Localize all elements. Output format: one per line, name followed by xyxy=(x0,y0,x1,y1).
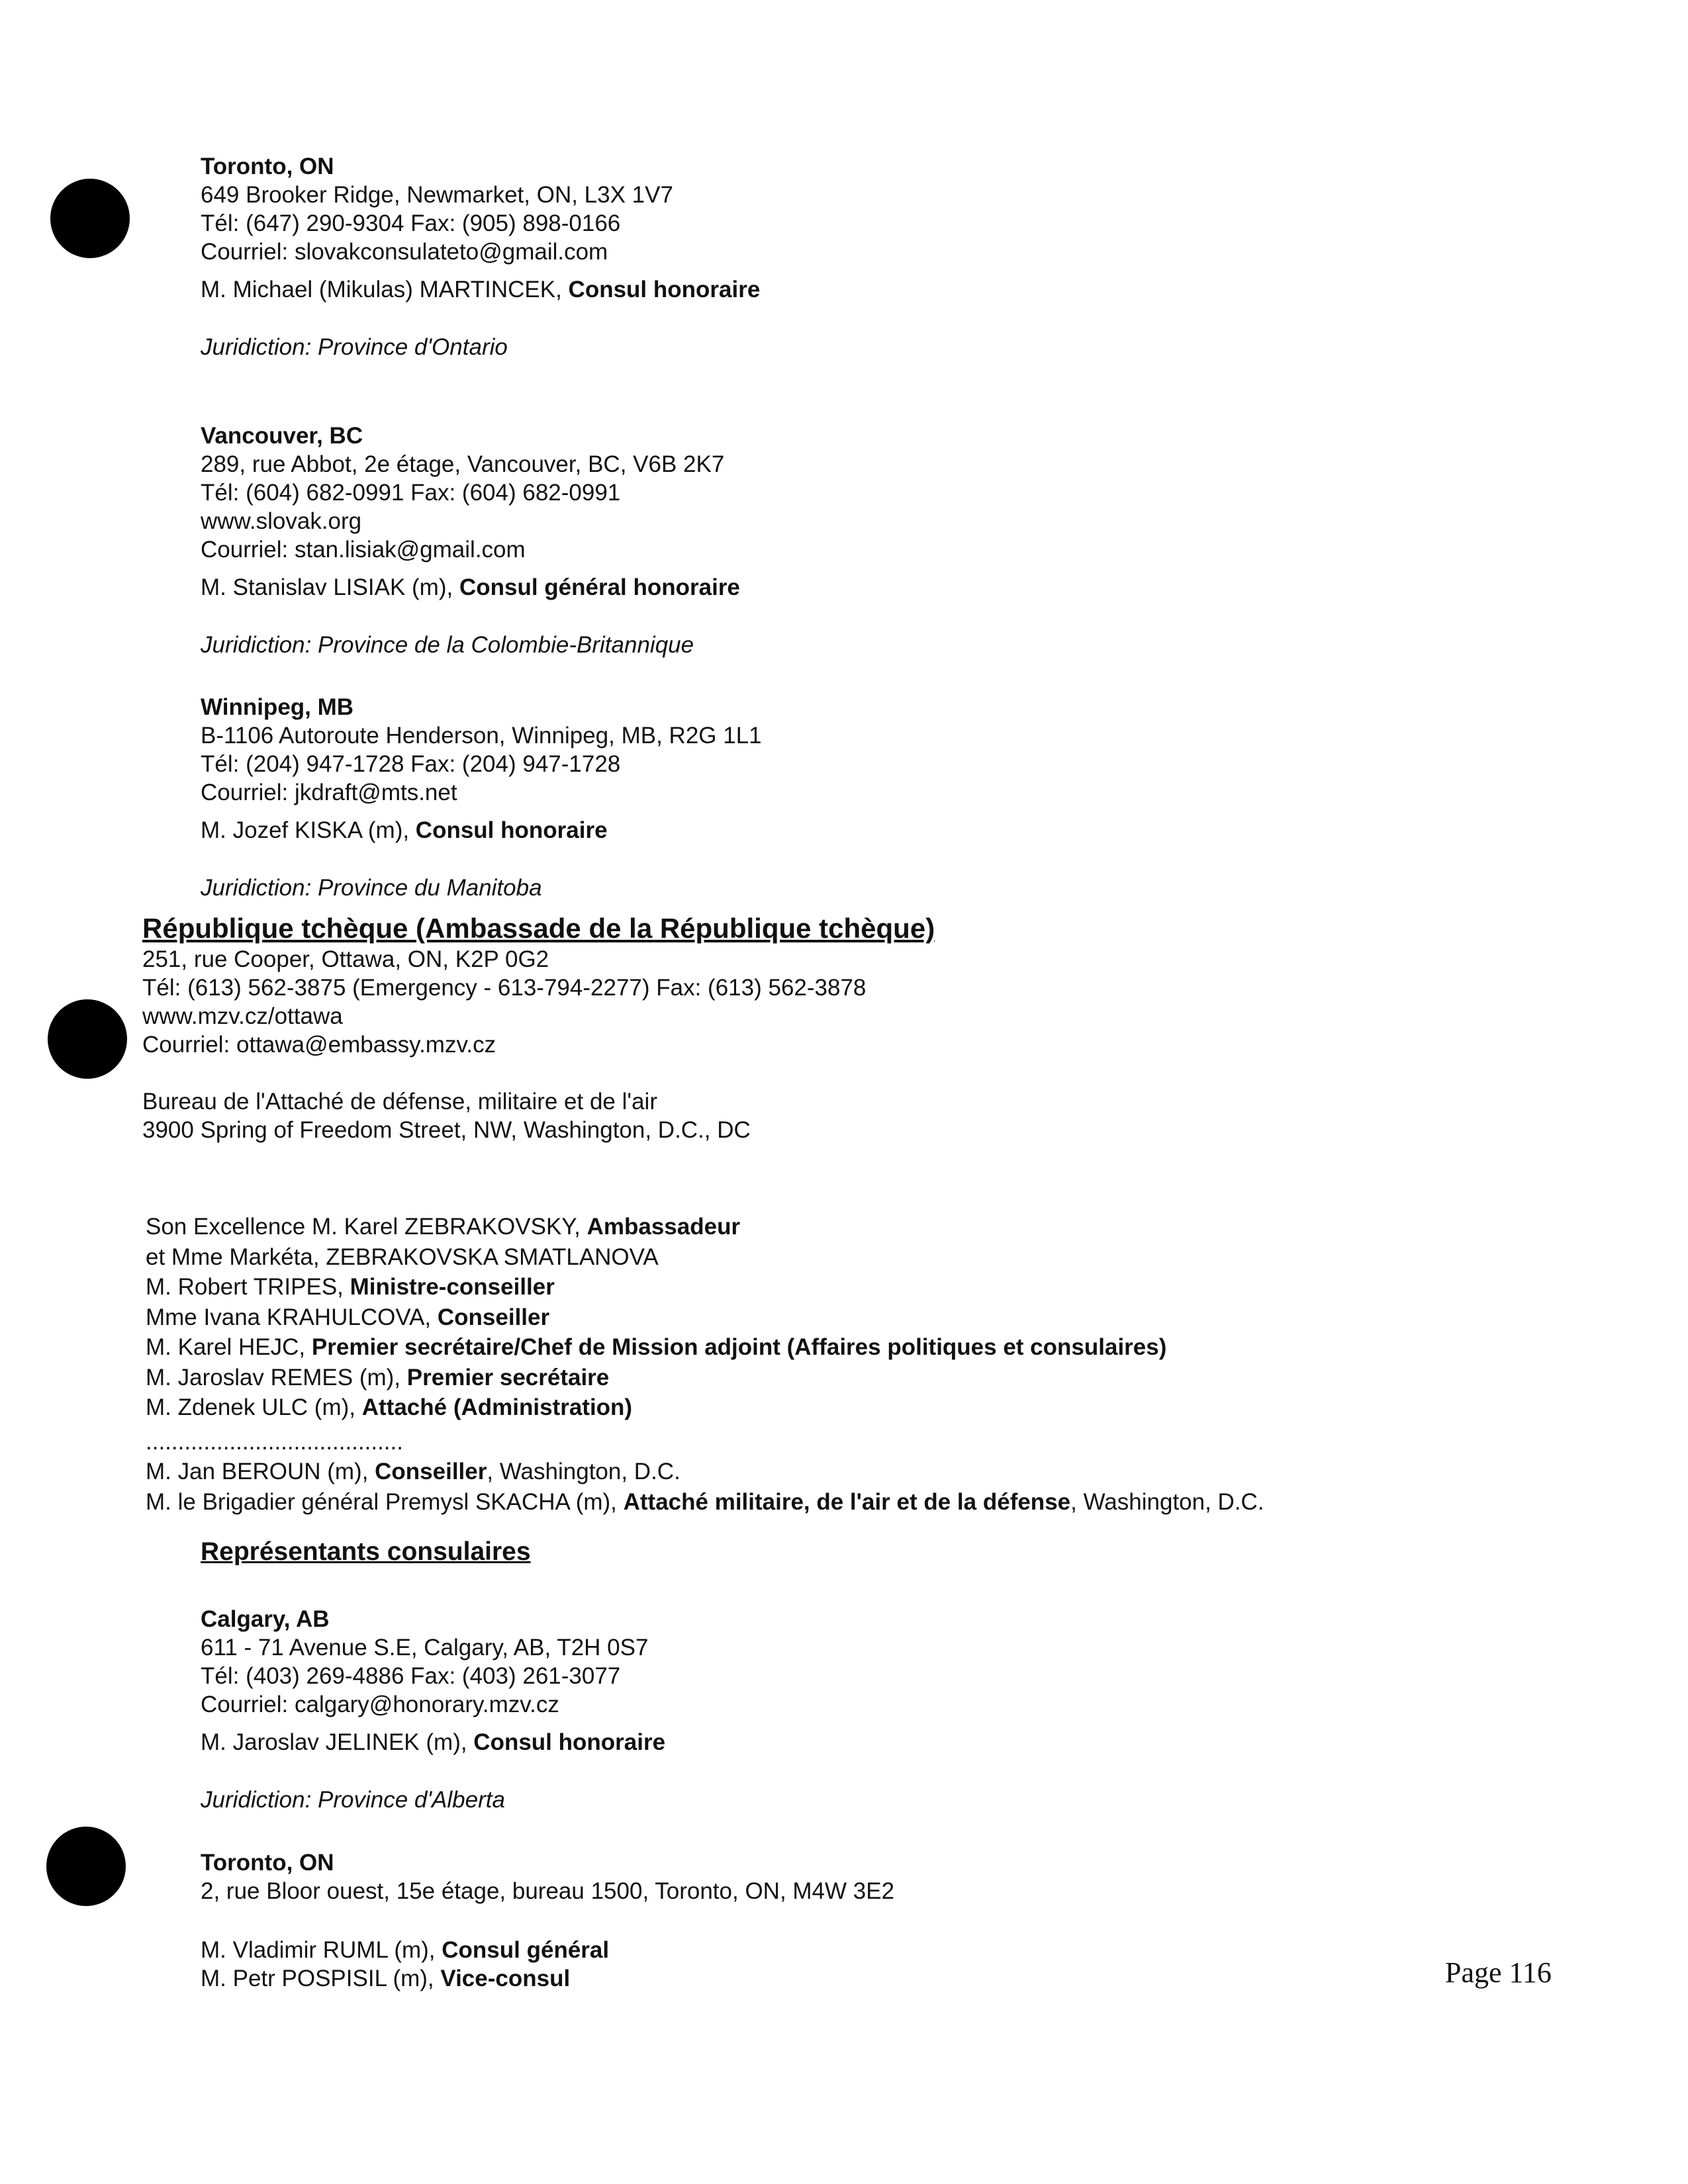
email: Courriel: calgary@honorary.mzv.cz xyxy=(201,1692,559,1717)
consul-person xyxy=(201,1936,894,1964)
separator-dots: ........................................ xyxy=(146,1428,403,1455)
staff-member xyxy=(146,1392,1264,1423)
address: 611 - 71 Avenue S.E, Calgary, AB, T2H 0S7 xyxy=(201,1635,649,1661)
staff-name: M. le Brigadier général Premysl SKACHA (m), xyxy=(146,1488,624,1515)
embassy-staff-list xyxy=(146,1212,1264,1517)
staff-washington xyxy=(146,1457,1264,1487)
address: 649 Brooker Ridge, Newmarket, ON, L3X 1V7 xyxy=(201,182,673,208)
consular-heading: Représentants consulaires xyxy=(201,1537,531,1566)
person-name: M. Petr POSPISIL (m), xyxy=(201,1966,441,1991)
staff-title: Conseiller xyxy=(375,1459,487,1484)
phone-fax: Tél: (604) 682-0991 Fax: (604) 682-0991 xyxy=(201,480,621,506)
punch-hole-middle xyxy=(48,999,127,1079)
person-name: M. Jaroslav JELINEK (m), xyxy=(201,1729,474,1755)
consul-entry-calgary xyxy=(201,1605,665,1814)
embassy-heading: République tchèque (Ambassade de la République tchèque) xyxy=(142,913,935,944)
jurisdiction: Juridiction: Province de la Colombie-Britannique xyxy=(201,632,694,658)
address: 2, rue Bloor ouest, 15e étage, bureau 1500, Toronto, ON, M4W 3E2 xyxy=(201,1878,895,1904)
staff-name: M. Jan BEROUN (m), xyxy=(146,1459,375,1484)
staff-member xyxy=(146,1332,1264,1363)
person-name: M. Michael (Mikulas) MARTINCEK, xyxy=(201,277,569,302)
city-heading: Winnipeg, MB xyxy=(201,694,354,720)
city-heading: Toronto, ON xyxy=(201,1850,334,1876)
consul-person xyxy=(201,573,740,602)
consul-person xyxy=(201,816,762,844)
consul-person xyxy=(201,1728,665,1756)
consul-entry-toronto-sk xyxy=(201,152,760,361)
staff-title: Ministre-conseiller xyxy=(350,1274,555,1300)
staff-member xyxy=(146,1363,1264,1393)
staff-name: M. Zdenek ULC (m), xyxy=(146,1394,362,1420)
page-number: Page 116 xyxy=(1445,1956,1552,1989)
website: www.mzv.cz/ottawa xyxy=(142,1003,343,1029)
jurisdiction: Juridiction: Province du Manitoba xyxy=(201,875,542,901)
consul-entry-toronto-cz xyxy=(201,1848,894,1993)
jurisdiction: Juridiction: Province d'Ontario xyxy=(201,334,508,360)
address: 251, rue Cooper, Ottawa, ON, K2P 0G2 xyxy=(142,946,549,972)
staff-title: Premier secrétaire/Chef de Mission adjoint (Affaires politiques et consulaires) xyxy=(311,1334,1167,1360)
website: www.slovak.org xyxy=(201,508,362,534)
staff-name: et Mme Markéta, ZEBRAKOVSKA SMATLANOVA xyxy=(146,1244,659,1270)
city-heading: Vancouver, BC xyxy=(201,423,363,449)
phone-fax: Tél: (403) 269-4886 Fax: (403) 261-3077 xyxy=(201,1663,621,1689)
defense-office: Bureau de l'Attaché de défense, militaire et de l'air xyxy=(142,1089,657,1115)
city-heading: Calgary, AB xyxy=(201,1606,330,1632)
person-title: Consul honoraire xyxy=(473,1729,666,1755)
email: Courriel: stan.lisiak@gmail.com xyxy=(201,537,526,563)
person-title: Consul honoraire xyxy=(415,817,608,843)
consular-section xyxy=(201,1537,531,1566)
punch-hole-bottom xyxy=(46,1827,126,1906)
staff-title: Conseiller xyxy=(437,1304,550,1330)
staff-title: Ambassadeur xyxy=(586,1214,741,1240)
person-name: M. Jozef KISKA (m), xyxy=(201,817,416,843)
consul-entry-vancouver xyxy=(201,422,740,659)
consul-person xyxy=(201,275,760,304)
city-heading: Toronto, ON xyxy=(201,154,334,179)
staff-ambassador xyxy=(146,1212,1264,1242)
staff-name: Mme Ivana KRAHULCOVA, xyxy=(146,1304,438,1330)
person-title: Consul général honoraire xyxy=(459,574,740,600)
person-name: M. Vladimir RUML (m), xyxy=(201,1937,442,1963)
person-title: Consul général xyxy=(442,1937,610,1963)
address: B-1106 Autoroute Henderson, Winnipeg, MB, R2G 1L1 xyxy=(201,723,762,749)
email: Courriel: slovakconsulateto@gmail.com xyxy=(201,239,608,265)
staff-washington xyxy=(146,1487,1264,1518)
staff-title: Attaché militaire, de l'air et de la défense xyxy=(623,1488,1071,1515)
defense-address: 3900 Spring of Freedom Street, NW, Washington, D.C., DC xyxy=(142,1117,751,1143)
staff-name: M. Jaroslav REMES (m), xyxy=(146,1364,407,1390)
person-name: M. Stanislav LISIAK (m), xyxy=(201,574,459,600)
staff-member xyxy=(146,1302,1264,1333)
staff-title: Premier secrétaire xyxy=(406,1364,610,1390)
person-title: Vice-consul xyxy=(440,1966,571,1991)
staff-location: , Washington, D.C. xyxy=(487,1459,680,1484)
staff-location: , Washington, D.C. xyxy=(1070,1488,1264,1515)
staff-spouse xyxy=(146,1242,1264,1273)
phone-fax: Tél: (204) 947-1728 Fax: (204) 947-1728 xyxy=(201,751,621,777)
consul-entry-winnipeg xyxy=(201,693,762,902)
embassy-czech xyxy=(142,912,935,1144)
staff-title: Attaché (Administration) xyxy=(361,1394,633,1420)
jurisdiction: Juridiction: Province d'Alberta xyxy=(201,1787,505,1813)
staff-name: M. Karel HEJC, xyxy=(146,1334,312,1360)
phone-fax: Tél: (647) 290-9304 Fax: (905) 898-0166 xyxy=(201,210,621,236)
staff-name: M. Robert TRIPES, xyxy=(146,1274,350,1300)
phone-fax: Tél: (613) 562-3875 (Emergency - 613-794-2277) Fax: (613) 562-3878 xyxy=(142,975,867,1001)
email: Courriel: jkdraft@mts.net xyxy=(201,780,457,805)
address: 289, rue Abbot, 2e étage, Vancouver, BC, V6B 2K7 xyxy=(201,451,725,477)
staff-member xyxy=(146,1272,1264,1302)
email: Courriel: ottawa@embassy.mzv.cz xyxy=(142,1032,496,1058)
staff-name: Son Excellence M. Karel ZEBRAKOVSKY, xyxy=(146,1214,587,1240)
punch-hole-top xyxy=(50,179,130,258)
person-title: Consul honoraire xyxy=(568,277,761,302)
consul-person xyxy=(201,1964,894,1993)
